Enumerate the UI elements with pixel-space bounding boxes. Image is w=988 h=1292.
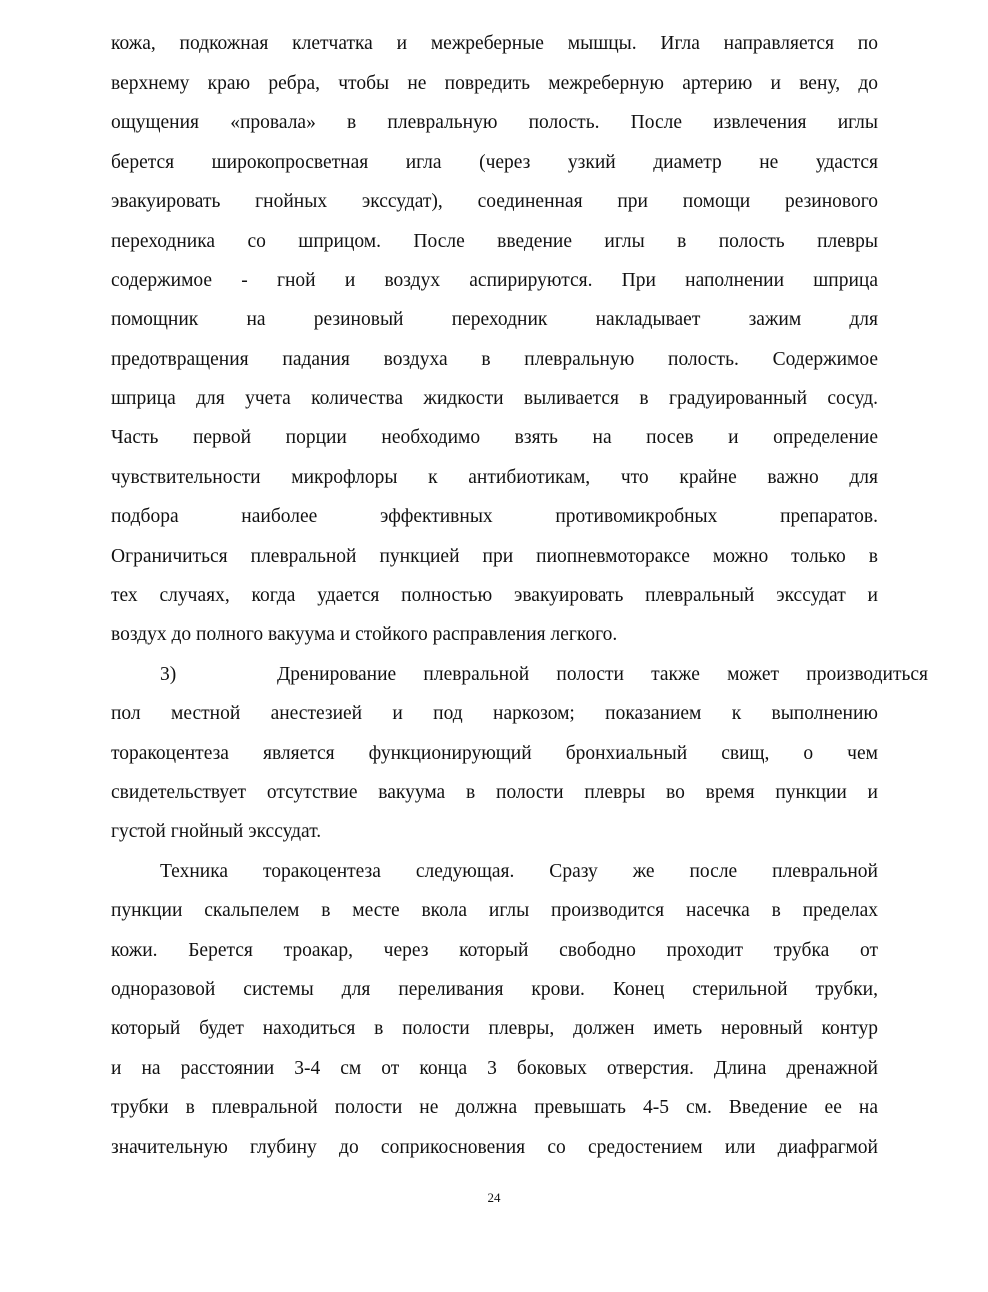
text-line: который будет находиться в полости плевры, должен иметь неровный контур: [111, 1018, 878, 1039]
list-item-3-first-line: [160, 662, 928, 688]
text-line: содержимое - гной и воздух аспирируются. При наполнении шприца: [111, 270, 878, 291]
text-line: одноразовой системы для переливания крови. Конец стерильной трубки,: [111, 979, 878, 1000]
text-line: Часть первой порции необходимо взять на посев и определение: [111, 427, 878, 448]
text-line: кожи. Берется троакар, через который свободно проходит трубка от: [111, 940, 878, 961]
text-line: ощущения «провала» в плевральную полость. После извлечения иглы: [111, 112, 878, 133]
text-line: берется широкопросветная игла (через узкий диаметр не удастся: [111, 152, 878, 173]
list-item-text: Дренирование плевральной полости также может производиться: [277, 664, 928, 685]
text-line: подбора наиболее эффективных противомикробных препаратов.: [111, 506, 878, 527]
text-line: значительную глубину до соприкосновения со средостением или диафрагмой: [111, 1137, 878, 1158]
text-line: переходника со шприцом. После введение иглы в полость плевры: [111, 231, 878, 252]
text-line: тех случаях, когда удается полностью эвакуировать плевральный экссудат и: [111, 585, 878, 606]
text-line: и на расстоянии 3-4 см от конца 3 боковых отверстия. Длина дренажной: [111, 1058, 878, 1079]
text-line: верхнему краю ребра, чтобы не повредить межреберную артерию и вену, до: [111, 73, 878, 94]
text-line: помощник на резиновый переходник накладывает зажим для: [111, 309, 878, 330]
text-line: шприца для учета количества жидкости выливается в градуированный сосуд.: [111, 388, 878, 409]
list-item-number: 3): [160, 664, 177, 685]
text-line: чувствительности микрофлоры к антибиотикам, что крайне важно для: [111, 467, 878, 488]
text-line: свидетельствует отсутствие вакуума в полости плевры во время пункции и: [111, 782, 878, 803]
text-line: пункции скальпелем в месте вкола иглы производится насечка в пределах: [111, 900, 878, 921]
text-line: воздух до полного вакуума и стойкого расправления легкого.: [111, 624, 618, 645]
paragraph-first-line: Техника торакоцентеза следующая. Сразу же после плевральной: [160, 861, 878, 882]
text-line: трубки в плевральной полости не должна превышать 4-5 см. Введение ее на: [111, 1097, 878, 1118]
page-number: 24: [487, 1190, 501, 1205]
text-line: торакоцентеза является функционирующий бронхиальный свищ, о чем: [111, 743, 878, 764]
text-line: предотвращения падания воздуха в плевральную полость. Содержимое: [111, 349, 878, 370]
text-line: эвакуировать гнойных экссудат), соединенная при помощи резинового: [111, 191, 878, 212]
text-line: пол местной анестезией и под наркозом; показанием к выполнению: [111, 703, 878, 724]
text-line: кожа, подкожная клетчатка и межреберные мышцы. Игла направляется по: [111, 33, 878, 54]
text-line: Ограничиться плевральной пункцией при пиопневмотораксе можно только в: [111, 546, 878, 567]
text-line: густой гнойный экссудат.: [111, 821, 322, 842]
